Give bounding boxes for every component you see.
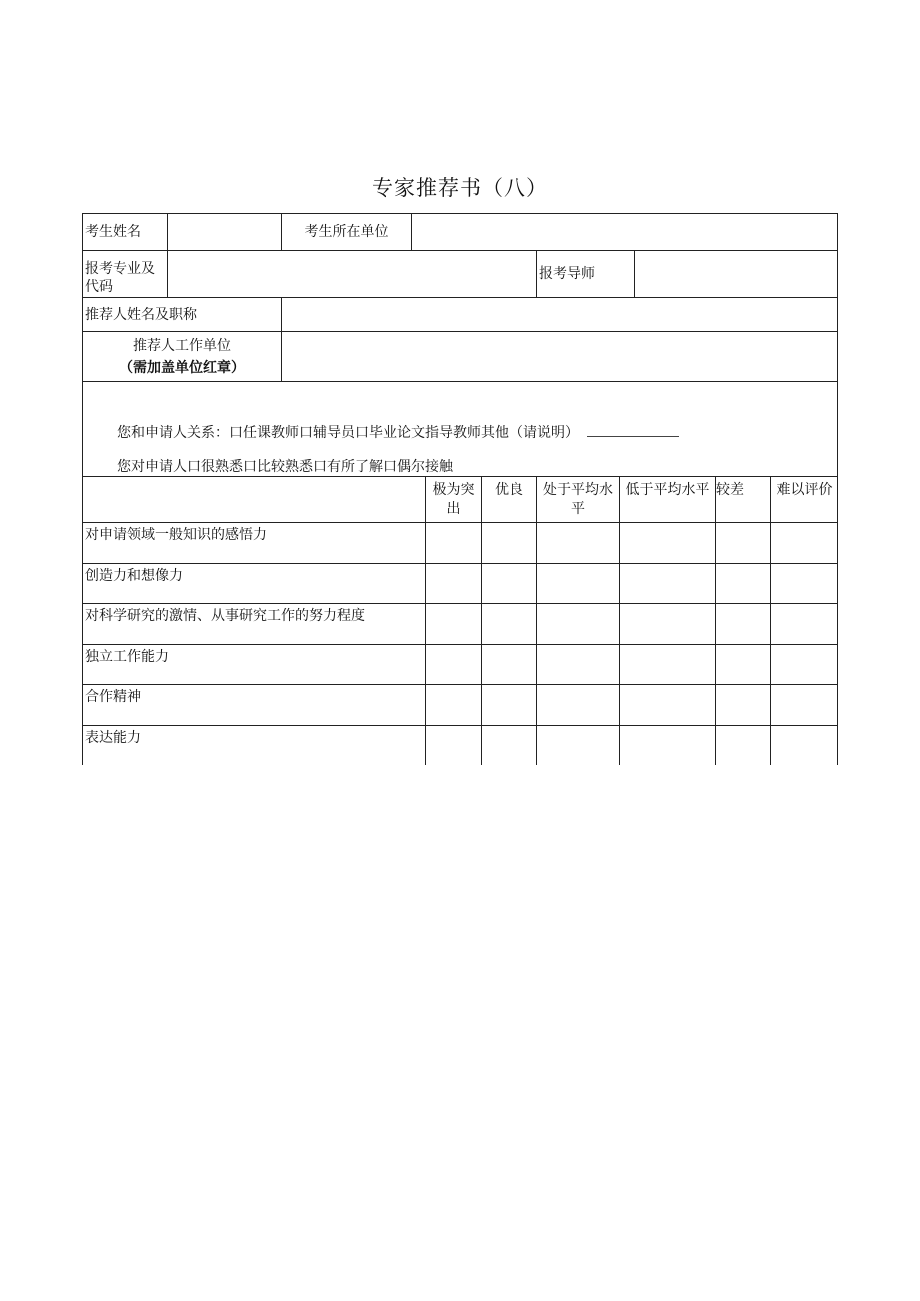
rating-cell[interactable] — [481, 684, 536, 725]
seal-note: （需加盖单位红章） — [119, 360, 245, 376]
recommender-field[interactable] — [281, 297, 838, 331]
rating-header-blank — [82, 476, 425, 522]
supervisor-label: 报考导师 — [536, 250, 634, 297]
rating-cell[interactable] — [619, 522, 715, 563]
rating-cell[interactable] — [715, 725, 770, 765]
rating-cell[interactable] — [481, 603, 536, 644]
rating-column-header: 较差 — [715, 476, 770, 522]
criterion-label: 独立工作能力 — [82, 644, 425, 684]
rating-cell[interactable] — [770, 603, 838, 644]
rating-column-header: 优良 — [481, 476, 536, 522]
criterion-label: 表达能力 — [82, 725, 425, 765]
recommendation-form — [82, 213, 838, 765]
rating-cell[interactable] — [619, 563, 715, 603]
rating-cell[interactable] — [481, 522, 536, 563]
rating-cell[interactable] — [536, 725, 619, 765]
rating-cell[interactable] — [770, 725, 838, 765]
criterion-label: 对科学研究的激情、从事研究工作的努力程度 — [82, 603, 425, 644]
relation-question: 您和申请人关系：口任课教师口辅导员口毕业论文指导教师其他（请说明） — [117, 425, 579, 441]
rating-cell[interactable] — [715, 522, 770, 563]
rating-cell[interactable] — [481, 563, 536, 603]
candidate-unit-label: 考生所在单位 — [281, 213, 411, 250]
rating-column-header: 低于平均水平 — [619, 476, 715, 522]
rating-column-header: 极为突出 — [425, 476, 481, 522]
work-unit-label-cell — [82, 331, 281, 381]
rating-column-header: 难以评价 — [770, 476, 838, 522]
rating-cell[interactable] — [770, 644, 838, 684]
rating-cell[interactable] — [770, 563, 838, 603]
candidate-name-label: 考生姓名 — [82, 213, 167, 250]
candidate-name-field[interactable] — [167, 213, 281, 250]
rating-cell[interactable] — [425, 644, 481, 684]
rating-cell[interactable] — [770, 522, 838, 563]
rating-cell[interactable] — [715, 563, 770, 603]
rating-cell[interactable] — [536, 522, 619, 563]
work-unit-label: 推荐人工作单位 — [133, 338, 231, 354]
rating-cell[interactable] — [715, 684, 770, 725]
rating-cell[interactable] — [425, 684, 481, 725]
rating-cell[interactable] — [536, 644, 619, 684]
major-label: 报考专业及代码 — [82, 250, 167, 297]
rating-cell[interactable] — [481, 725, 536, 765]
rating-cell[interactable] — [619, 725, 715, 765]
rating-cell[interactable] — [425, 603, 481, 644]
rating-cell[interactable] — [536, 684, 619, 725]
rating-cell[interactable] — [715, 603, 770, 644]
criterion-label: 创造力和想像力 — [82, 563, 425, 603]
rating-cell[interactable] — [536, 603, 619, 644]
major-field[interactable] — [167, 250, 536, 297]
rating-cell[interactable] — [425, 725, 481, 765]
relation-section — [82, 381, 838, 476]
rating-cell[interactable] — [425, 522, 481, 563]
familiarity-question: 您对申请人口很熟悉口比较熟悉口有所了解口偶尔接触 — [117, 459, 453, 475]
rating-cell[interactable] — [619, 684, 715, 725]
rating-cell[interactable] — [715, 644, 770, 684]
criterion-label: 合作精神 — [82, 684, 425, 725]
relation-other-blank[interactable] — [587, 435, 679, 437]
recommender-label: 推荐人姓名及职称 — [82, 297, 281, 331]
rating-column-header: 处于平均水平 — [536, 476, 619, 522]
candidate-unit-field[interactable] — [411, 213, 838, 250]
rating-cell[interactable] — [619, 603, 715, 644]
rating-cell[interactable] — [536, 563, 619, 603]
page-title: 专家推荐书（八） — [372, 176, 548, 200]
rating-cell[interactable] — [770, 684, 838, 725]
work-unit-field[interactable] — [281, 331, 838, 381]
criterion-label: 对申请领域一般知识的感悟力 — [82, 522, 425, 563]
rating-cell[interactable] — [619, 644, 715, 684]
relation-line — [117, 422, 679, 442]
rating-cell[interactable] — [425, 563, 481, 603]
supervisor-field[interactable] — [634, 250, 838, 297]
rating-cell[interactable] — [481, 644, 536, 684]
